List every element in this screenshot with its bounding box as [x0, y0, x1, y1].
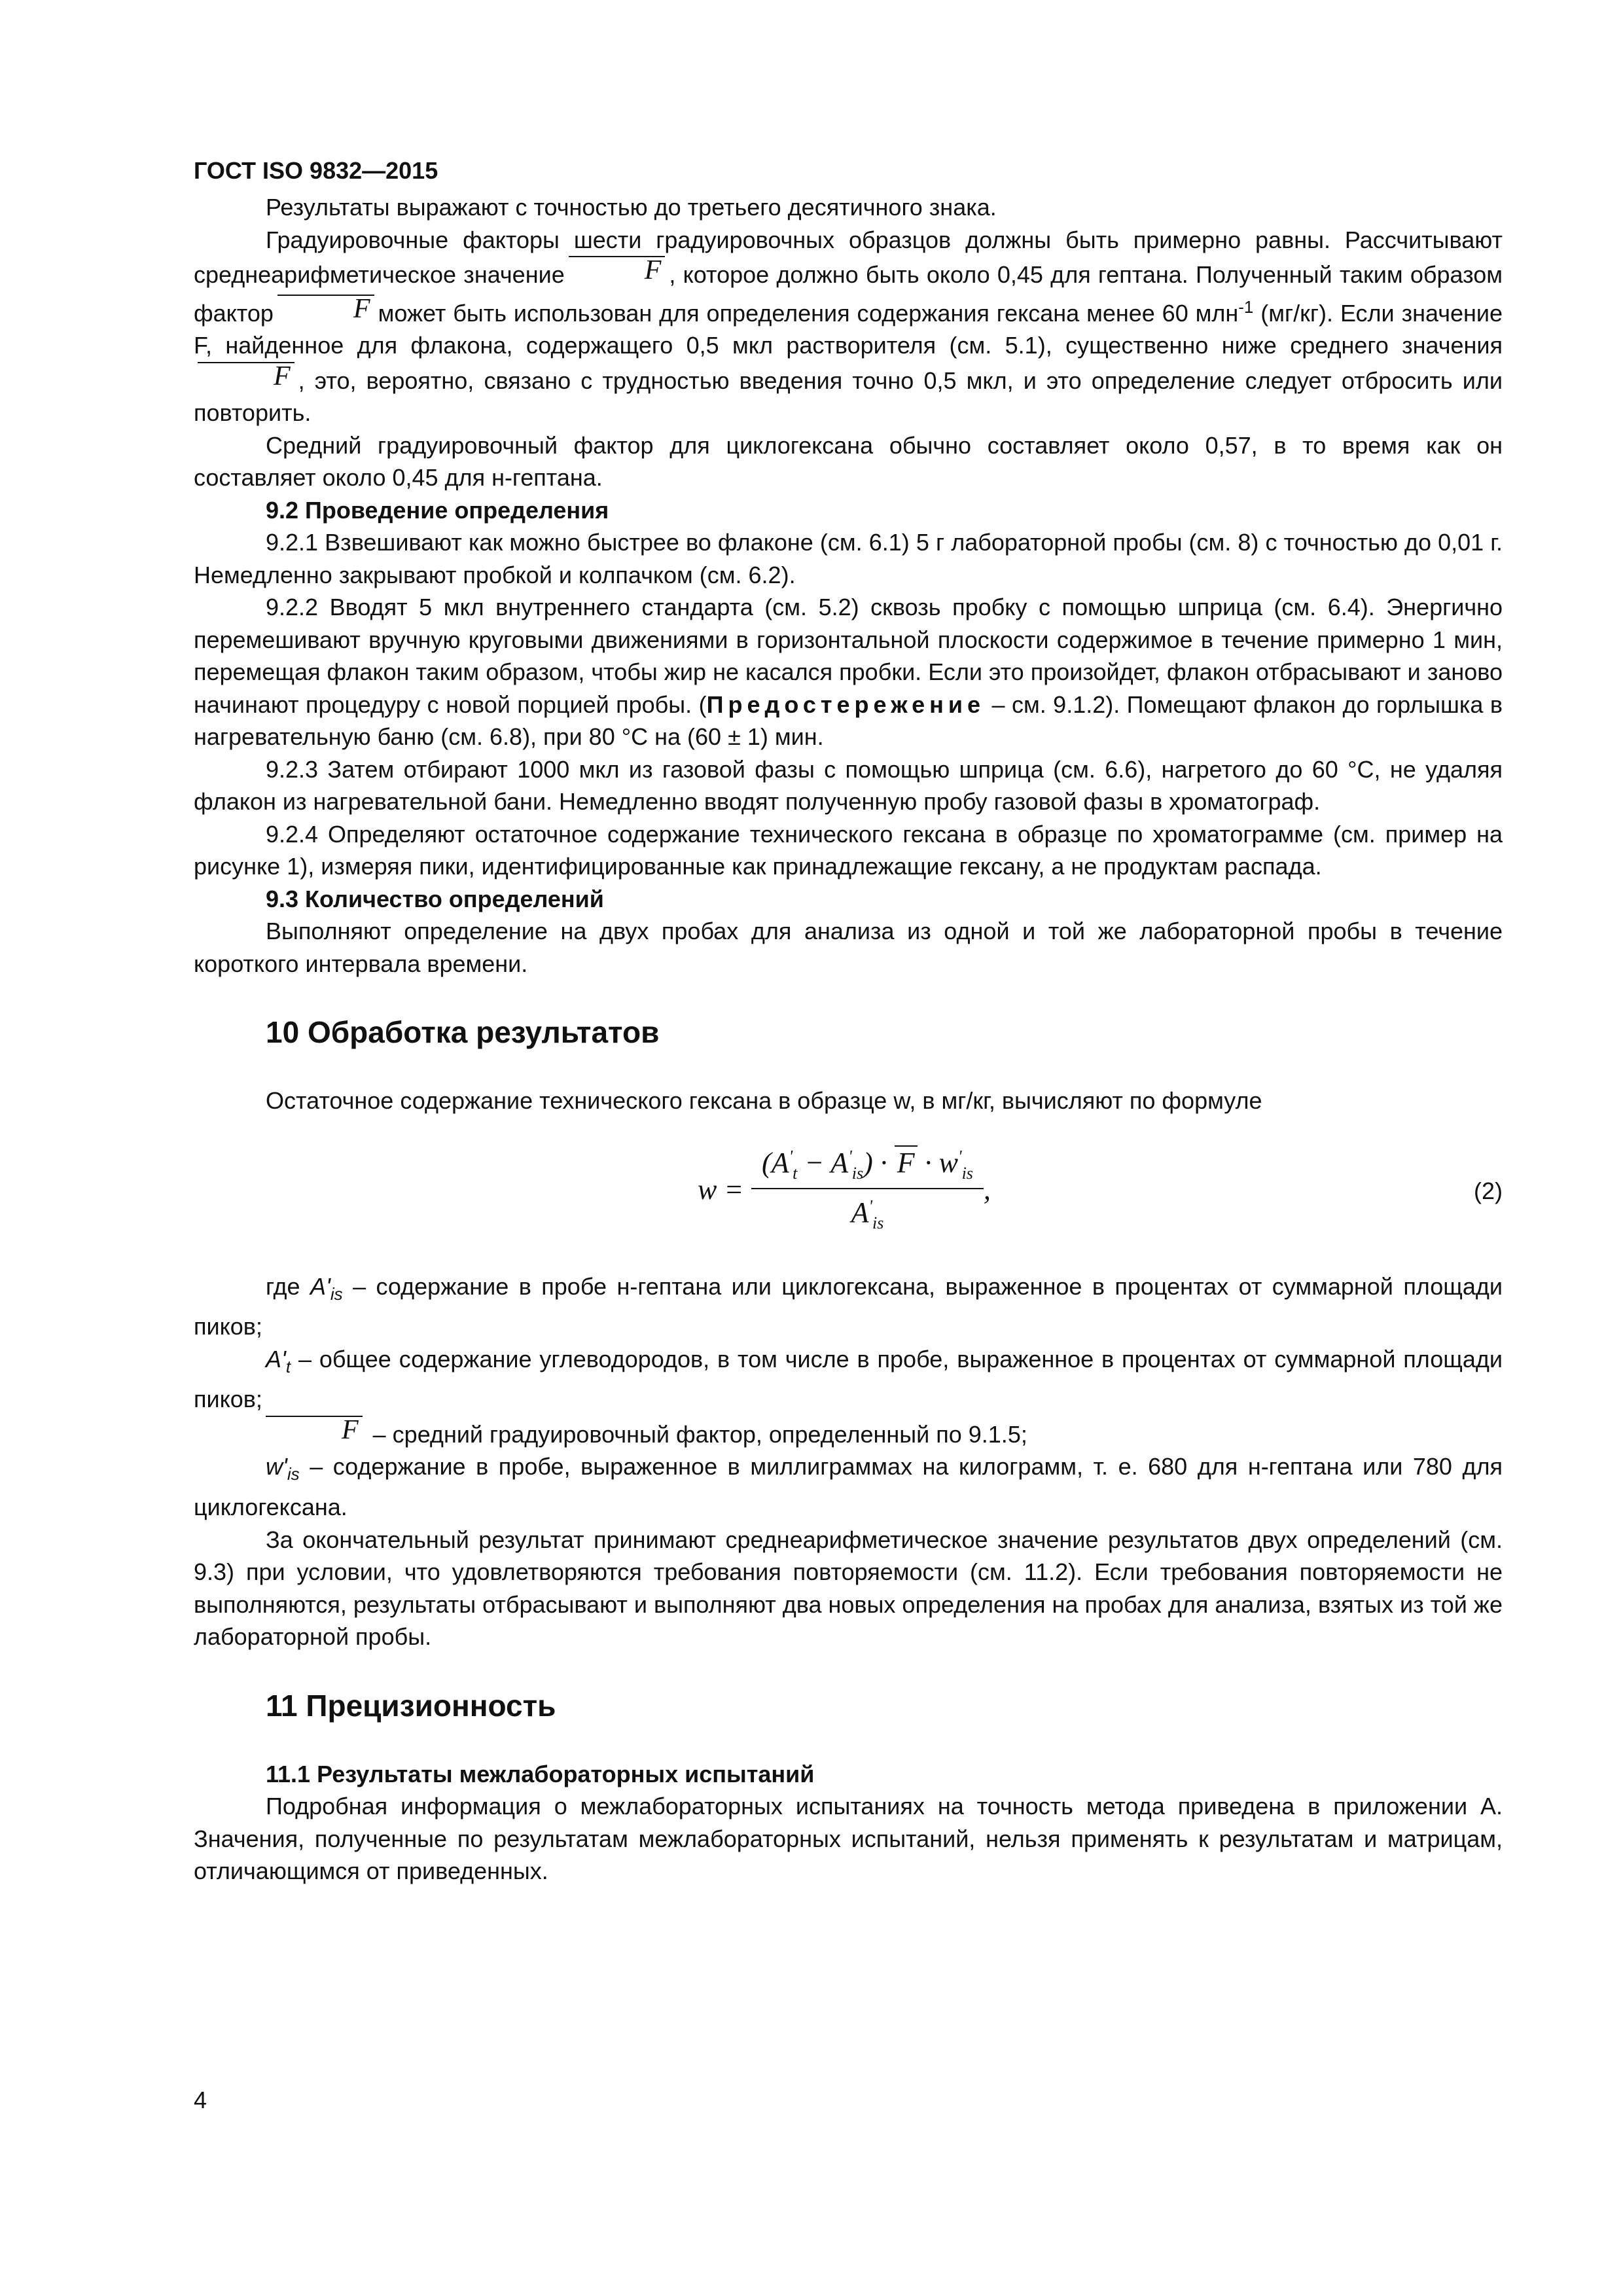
paragraph-final-result: За окончательный результат принимают среднеарифметическое значение результатов двух определений (см. 9.3) при условии, что удовлетворяются требования повторяемости (см. 11.2). Если требования повторяемости не выполняются, результаты отбрасывают и выполняют два новых определения на пробах для анализа, взятых из той же лабораторной пробы. [194, 1526, 1503, 1651]
paragraph-9-2-1: 9.2.1 Взвешивают как можно быстрее во флаконе (см. 6.1) 5 г лабораторной пробы (см. 8) с точностью до 0,01 г. Немедленно закрывают пробкой и колпачком (см. 6.2). [194, 529, 1503, 588]
where-item-ais: где $A'_{is}$ – содержание в пробе н-гептана или циклогексана, выраженное в процентах от суммарной площади пиков; [194, 1272, 1503, 1340]
paragraph-11-1: Подробная информация о межлабораторных испытаниях на точность метода приведена в приложении А. Значения, полученные по результатам межлабораторных испытаний, нельзя применять к результатам и матрицам, отличающимся от приведенных. [194, 1793, 1503, 1885]
paragraph-9-2-2 [194, 591, 1503, 753]
f-mean-symbol: F [266, 1416, 363, 1443]
f-mean-symbol: F [569, 256, 666, 283]
where-item-f: F – средний градуировочный фактор, определенный по 9.1.5; [194, 1416, 1503, 1451]
text-segment: Градуировочные факторы шести градуировочных образцов должны быть примерно равны. Рассчитывают среднеарифметическое значение [194, 226, 1503, 288]
equation-number: (2) [1474, 1177, 1503, 1204]
superscript: -1 [1238, 296, 1254, 317]
paragraph-precision: Результаты выражают с точностью до третьего десятичного знака. [266, 194, 997, 221]
formula-fraction [751, 1146, 984, 1234]
section-heading-9-2: 9.2 Проведение определения [266, 496, 609, 524]
document-page [194, 154, 1503, 1888]
f-mean-symbol: F [277, 295, 374, 322]
paragraph-9-2-4: 9.2.4 Определяют остаточное содержание технического гексана в образце по хроматограмме (см. пример на рисунке 1), измеряя пики, идентифицированные как принадлежащие гексану, а не продуктам распада. [194, 820, 1503, 880]
section-heading-11: 11 Прецизионность [266, 1688, 556, 1723]
section-heading-10: 10 Обработка результатов [266, 1015, 660, 1049]
formula-numerator: $(A'_t - A'_{is}) \cdot F \cdot w'_{is}$ [751, 1146, 984, 1190]
paragraph-10-intro: Остаточное содержание технического гексана в образце w, в мг/кг, вычисляют по формуле [266, 1087, 1262, 1114]
formula-denominator: $A'_{is}$ [851, 1196, 884, 1233]
text-segment: 9.2.2 Вводят 5 мкл внутреннего стандарта (см. 5.2) сквозь пробку с помощью шприца (см. 6.4). Энергично перемешивают вручную круговыми движениями в горизонтальной плоскости содержимое в течение примерно 1 мин, перемещая флакон таким образом, чтобы жир не касался пробки. Если это произойдет, флакон отбрасывают и заново начинают процедуру с новой порцией пробы. ( [194, 594, 1503, 718]
paragraph-calibration-factors [194, 224, 1503, 429]
text-segment: , это, вероятно, связано с трудностью введения точно 0,5 мкл, и это определение следует отбросить или повторить. [194, 367, 1503, 426]
paragraph-9-2-3: 9.2.3 Затем отбирают 1000 мкл из газовой фазы с помощью шприца (см. 6.6), нагретого до 60 °С, не удаляя флакон из нагревательной бани. Немедленно вводят полученную пробу газовой фазы в хроматограф. [194, 755, 1503, 815]
paragraph-cyclohexane: Средний градуировочный фактор для циклогексана обычно составляет около 0,57, в то время как он составляет около 0,45 для н-гептана. [194, 431, 1503, 491]
warning-label: Предостережение [706, 691, 986, 718]
f-mean-symbol: F [198, 362, 294, 389]
formula-block [194, 1139, 1503, 1270]
page-number: 4 [194, 2087, 207, 2113]
where-item-at: $A'_t$ – общее содержание углеводородов, в том числе в пробе, выраженное в процентах от суммарной площади пиков; [194, 1345, 1503, 1413]
formula-comma: , [983, 1173, 991, 1206]
formula-lhs: w = [698, 1173, 744, 1206]
section-heading-11-1: 11.1 Результаты межлабораторных испытаний [266, 1760, 815, 1787]
text-segment: может быть использован для определения содержания гексана менее 60 млн [378, 299, 1239, 327]
f-mean-symbol: F [895, 1145, 918, 1179]
paragraph-9-3: Выполняют определение на двух пробах для анализа из одной и той же лабораторной пробы в течение короткого интервала времени. [194, 918, 1503, 977]
document-header: ГОСТ ISO 9832—2015 [194, 157, 438, 184]
text-segment: (мг/кг). Если значение F, найденное для флакона, содержащего 0,5 мкл растворителя (см. 5.1), существенно ниже среднего значения [194, 299, 1503, 359]
formula-2 [698, 1146, 991, 1234]
where-item-wis: $w'_{is}$ – содержание в пробе, выраженное в миллиграммах на килограмм, т. е. 680 для н-гептана или 780 для циклогексана. [194, 1453, 1503, 1521]
text-segment: – см. 9.1.2). Помещают флакон до горлышка в нагревательную баню (см. 6.8), при 80 °С на (60 ± 1) мин. [194, 691, 1503, 750]
section-heading-9-3: 9.3 Количество определений [266, 885, 604, 912]
text-segment: , которое должно быть около 0,45 для гептана. Полученный таким образом фактор [194, 261, 1503, 327]
